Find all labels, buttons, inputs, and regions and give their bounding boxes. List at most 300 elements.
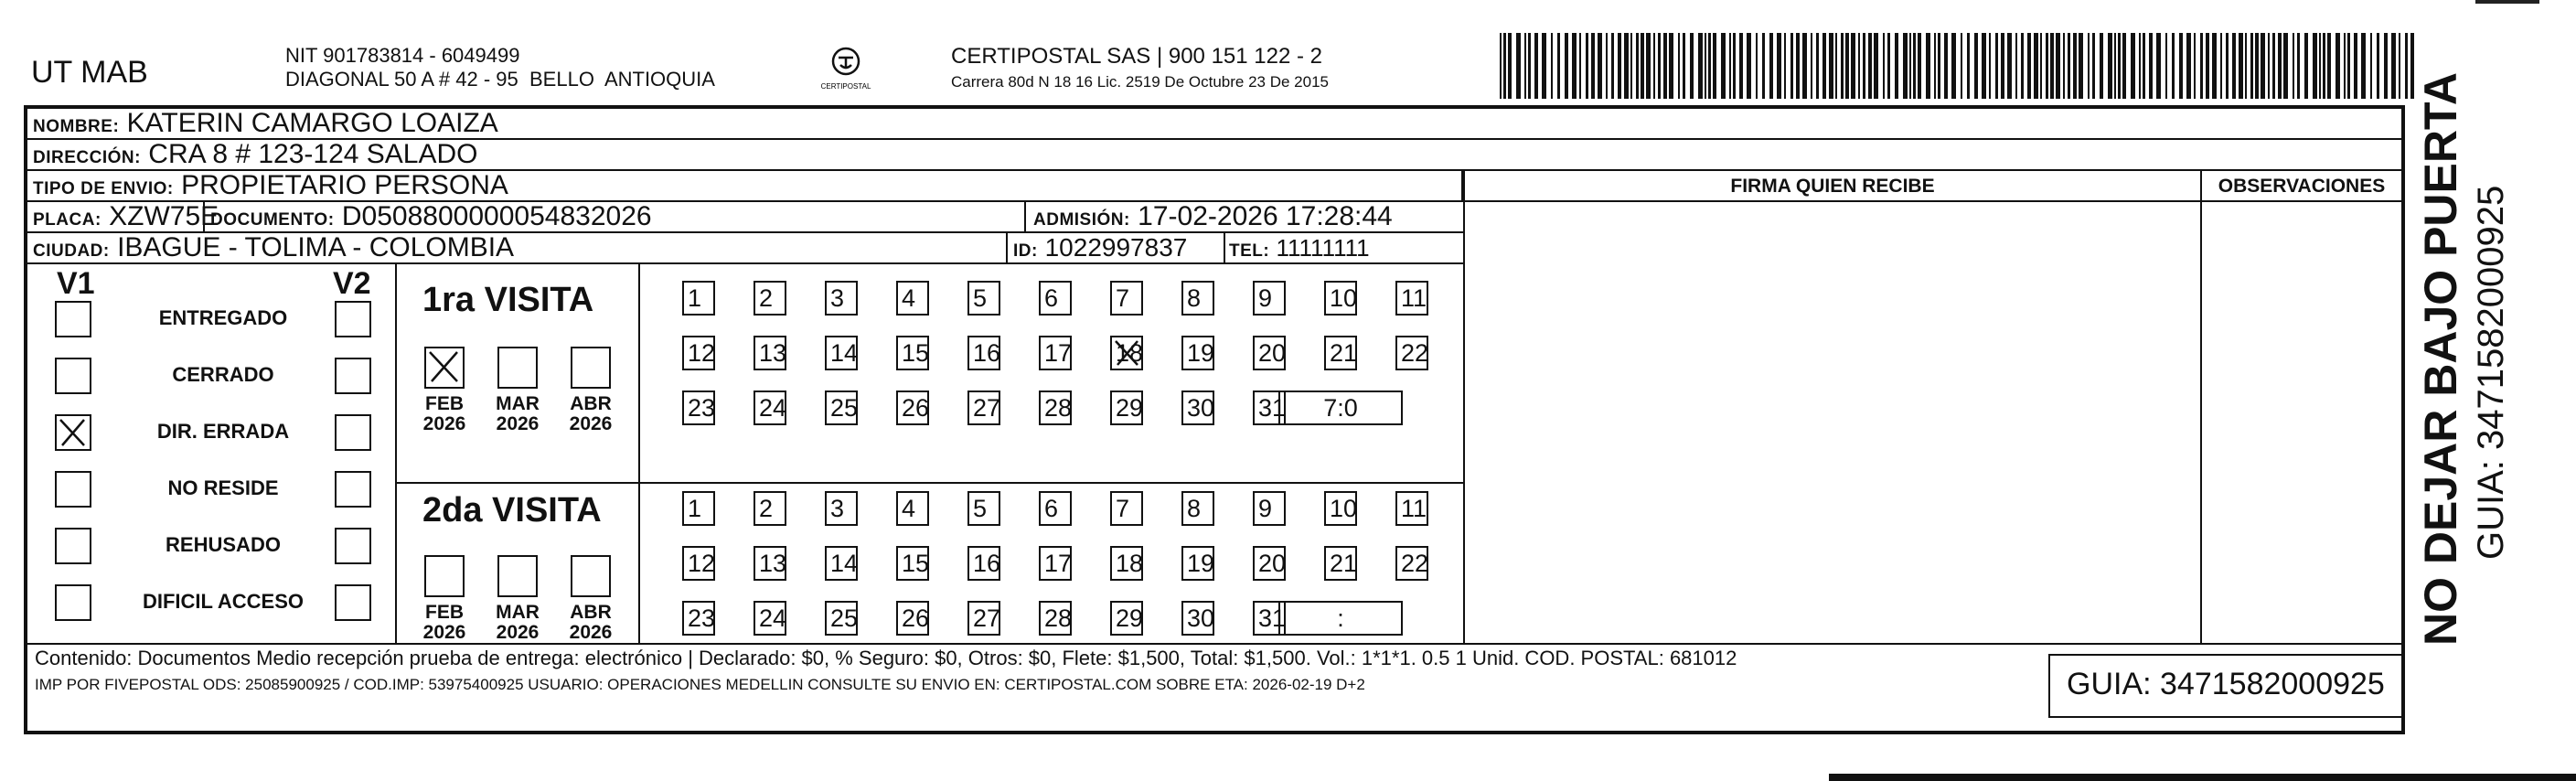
status-v1-checkbox[interactable] [55, 471, 91, 508]
day-box[interactable] [1039, 281, 1072, 316]
day-number: 24 [759, 604, 787, 632]
status-v2-checkbox[interactable] [335, 358, 371, 394]
day-number: 6 [1044, 284, 1059, 312]
barcode-bar [1887, 33, 1890, 99]
barcode-bar [1611, 33, 1614, 99]
month-checkbox[interactable] [424, 347, 465, 389]
day-number: 13 [759, 550, 787, 577]
day-box[interactable] [967, 336, 1000, 370]
barcode-bar [2100, 33, 2103, 99]
month-checkbox[interactable] [424, 555, 465, 597]
day-box[interactable] [896, 390, 929, 425]
barcode-bar [2272, 33, 2275, 99]
barcode-bar [2108, 33, 2112, 99]
status-v1-checkbox[interactable] [55, 358, 91, 394]
barcode-bar [1951, 33, 1956, 99]
month-label: MAR 2026 [496, 393, 540, 434]
barcode-bar [2118, 33, 2121, 99]
day-box[interactable] [1395, 491, 1428, 526]
barcode-bar [1934, 33, 1936, 99]
barcode-bar [2405, 33, 2408, 99]
barcode-bar [1524, 33, 1526, 99]
visit-divider [638, 264, 640, 645]
side-warning: NO DEJAR BAJO PUERTA [2415, 72, 2466, 646]
barcode-bar [2139, 33, 2141, 99]
barcode-bar [2212, 33, 2217, 99]
barcode-bar [1816, 33, 1819, 99]
day-number: 27 [973, 604, 1001, 632]
day-box[interactable] [754, 601, 786, 636]
day-box[interactable] [1181, 491, 1214, 526]
day-box[interactable] [825, 281, 858, 316]
barcode-bar [2063, 33, 2065, 99]
day-box[interactable] [754, 336, 786, 370]
placa-value: XZW75E [109, 201, 219, 231]
barcode-bar [1747, 33, 1751, 99]
footer-meta: IMP POR FIVEPOSTAL ODS: 25085900925 / COD.IMP: 53975400925 USUARIO: OPERACIONES MEDELLIN CONSULTE SU ENVIO EN: CERTIPOSTAL.COM SOBRE ETA: 2026-02-19 D+2 [35, 676, 1365, 693]
day-box[interactable] [754, 281, 786, 316]
day-box[interactable] [1039, 546, 1072, 581]
barcode-bar [2313, 33, 2317, 99]
company-info [285, 44, 715, 91]
barcode-bar [1961, 33, 1962, 99]
day-number: 4 [902, 495, 916, 522]
day-box[interactable] [967, 390, 1000, 425]
barcode-bar [2250, 33, 2253, 99]
delivery-form [24, 105, 2405, 734]
barcode-bar [1500, 33, 1502, 99]
status-v2-checkbox[interactable] [335, 471, 371, 508]
month-label: ABR 2026 [569, 393, 613, 434]
barcode-bar [2079, 33, 2083, 99]
barcode-bar [1630, 33, 1632, 99]
barcode-bar [1822, 33, 1826, 99]
time-box[interactable] [1278, 601, 1403, 636]
day-number: 1 [688, 495, 702, 522]
barcode-bar [2186, 33, 2191, 99]
status-label: DIR. ERRADA [156, 420, 290, 443]
day-number: 15 [902, 550, 930, 577]
barcode-bar [1572, 33, 1577, 99]
barcode-bar [1989, 33, 1991, 99]
status-v1-checkbox[interactable] [55, 528, 91, 564]
tel-cell [1224, 233, 1370, 264]
status-v2-checkbox[interactable] [335, 301, 371, 337]
month-checkbox[interactable] [571, 347, 611, 389]
status-v2-checkbox[interactable] [335, 584, 371, 621]
status-label: REHUSADO [166, 533, 281, 556]
tipo-label: TIPO DE ENVIO: [33, 179, 174, 198]
day-box[interactable] [1395, 336, 1428, 370]
month-checkbox[interactable] [571, 555, 611, 597]
tel-value: 11111111 [1276, 234, 1370, 262]
day-box[interactable] [754, 546, 786, 581]
id-label: ID: [1013, 241, 1038, 261]
day-box[interactable] [1110, 491, 1143, 526]
day-box[interactable] [896, 601, 929, 636]
barcode-bar [1909, 33, 1911, 99]
v2-label: V2 [333, 266, 371, 301]
cert-sub: Carrera 80d N 18 16 Lic. 2519 De Octubre 23 De 2015 [951, 73, 1329, 91]
barcode-bar [2354, 33, 2357, 99]
day-number: 14 [830, 550, 859, 577]
day-number: 3 [830, 284, 845, 312]
company-name: UT MAB [31, 55, 148, 90]
documento-label: DOCUMENTO: [210, 210, 335, 230]
time-box[interactable] [1278, 390, 1403, 425]
month-checkbox[interactable] [497, 555, 538, 597]
day-box[interactable] [1181, 336, 1214, 370]
day-box[interactable] [825, 546, 858, 581]
barcode-bar [1698, 33, 1703, 99]
day-box[interactable] [754, 390, 786, 425]
barcode-bar [1669, 33, 1673, 99]
day-box[interactable] [896, 336, 929, 370]
barcode-bar [1528, 33, 1531, 99]
barcode-bar [2268, 33, 2270, 99]
day-box[interactable] [754, 491, 786, 526]
barcode-bar [2391, 33, 2396, 99]
barcode-bar [2165, 33, 2167, 99]
month-label: FEB 2026 [422, 393, 466, 434]
barcode-bar [1874, 33, 1878, 99]
barcode-bar [1883, 33, 1885, 99]
documento-cell [203, 202, 652, 233]
day-number: 26 [902, 604, 930, 632]
day-number: 16 [973, 339, 1001, 367]
day-number: 25 [830, 394, 859, 422]
barcode-bar [2001, 33, 2004, 99]
day-number: 23 [688, 394, 716, 422]
status-v1-checkbox[interactable] [55, 414, 91, 451]
day-number: 18 [1116, 550, 1144, 577]
barcode-bar [1756, 33, 1758, 99]
day-number: 20 [1258, 550, 1287, 577]
nombre-row [27, 109, 2401, 140]
corner-mark [2475, 0, 2539, 4]
day-number: 10 [1330, 284, 1358, 312]
barcode-bar [2278, 33, 2282, 99]
day-number: 2 [759, 495, 774, 522]
ciudad-label: CIUDAD: [33, 241, 110, 261]
barcode-bar [2319, 33, 2321, 99]
barcode-bar [2131, 33, 2135, 99]
barcode-bar [2149, 33, 2153, 99]
barcode-bar [2021, 33, 2024, 99]
id-value: 1022997837 [1044, 233, 1188, 262]
day-number: 8 [1187, 284, 1202, 312]
day-number: 25 [830, 604, 859, 632]
time-value: : [1337, 604, 1344, 632]
barcode-bar [2027, 33, 2031, 99]
barcode-bar [1663, 33, 1667, 99]
day-box[interactable] [1253, 491, 1286, 526]
day-number: 11 [1401, 495, 1427, 522]
barcode-bar [1598, 33, 1602, 99]
day-box[interactable] [1181, 601, 1214, 636]
barcode-bar [1829, 33, 1833, 99]
day-box[interactable] [682, 390, 715, 425]
barcode-bar [1579, 33, 1581, 99]
day-number: 16 [973, 550, 1001, 577]
barcode-bar [1777, 33, 1781, 99]
barcode-bar [1858, 33, 1860, 99]
day-number: 19 [1187, 339, 1215, 367]
day-box[interactable] [1253, 336, 1286, 370]
barcode-bar [1591, 33, 1595, 99]
barcode-bar [2283, 33, 2288, 99]
barcode-bar [1624, 33, 1629, 99]
signature-area[interactable] [1469, 206, 2197, 641]
direccion-value: CRA 8 # 123-124 SALADO [148, 139, 478, 169]
barcode-bar [1851, 33, 1855, 99]
day-box[interactable] [1110, 336, 1143, 370]
day-box[interactable] [682, 336, 715, 370]
barcode-bar [2068, 33, 2070, 99]
day-number: 3 [830, 495, 845, 522]
day-box[interactable] [896, 281, 929, 316]
barcode-bar [2114, 33, 2116, 99]
footer-separator [27, 643, 2401, 645]
side-guia: GUIA: 3471582000925 [2471, 185, 2511, 560]
barcode-bar [1841, 33, 1844, 99]
day-number: 18 [1116, 339, 1144, 367]
day-box[interactable] [967, 491, 1000, 526]
month-label: MAR 2026 [496, 602, 540, 643]
status-label: ENTREGADO [158, 306, 288, 329]
day-box[interactable] [1253, 281, 1286, 316]
day-box[interactable] [1181, 281, 1214, 316]
barcode-bar [1565, 33, 1568, 99]
documento-value: D0508800000054832026 [341, 201, 652, 231]
day-box[interactable] [682, 546, 715, 581]
day-box[interactable] [896, 491, 929, 526]
day-number: 23 [688, 604, 716, 632]
status-label: DIFICIL ACCESO [142, 590, 304, 613]
barcode-bar [1903, 33, 1908, 99]
day-box[interactable] [1039, 491, 1072, 526]
day-number: 12 [688, 339, 716, 367]
placa-label: PLACA: [33, 210, 102, 230]
day-number: 1 [688, 284, 702, 312]
barcode-bar [2232, 33, 2236, 99]
barcode-bar [1733, 33, 1736, 99]
barcode-bar [2200, 33, 2203, 99]
day-number: 21 [1330, 550, 1358, 577]
barcode-bar [2245, 33, 2247, 99]
barcode-bar [2046, 33, 2048, 99]
barcode-bar [2293, 33, 2294, 99]
day-number: 2 [759, 284, 774, 312]
direccion-label: DIRECCIÓN: [33, 148, 141, 167]
barcode-bar [2304, 33, 2308, 99]
day-box[interactable] [967, 281, 1000, 316]
x-mark-icon [426, 348, 463, 385]
day-box[interactable] [1110, 546, 1143, 581]
barcode-bar [2327, 33, 2331, 99]
barcode-bar [2092, 33, 2095, 99]
admision-value: 17-02-2026 17:28:44 [1138, 201, 1393, 231]
barcode-bar [1606, 33, 1608, 99]
barcode-bar [1995, 33, 1998, 99]
day-box[interactable] [682, 491, 715, 526]
day-box[interactable] [825, 491, 858, 526]
day-number: 9 [1258, 495, 1273, 522]
barcode-bar [1705, 33, 1706, 99]
barcode-bar [1938, 33, 1940, 99]
barcode-bar [2034, 33, 2038, 99]
tipo-value: PROPIETARIO PERSONA [181, 170, 508, 200]
tel-label: TEL: [1229, 241, 1270, 261]
status-v2-checkbox[interactable] [335, 414, 371, 451]
day-number: 22 [1401, 339, 1429, 367]
barcode-bar [2255, 33, 2259, 99]
day-number: 6 [1044, 495, 1059, 522]
ciudad-value: IBAGUE - TOLIMA - COLOMBIA [117, 232, 515, 262]
barcode-bar [1636, 33, 1639, 99]
barcode-bar [1802, 33, 1807, 99]
admision-label: ADMISIÓN: [1033, 210, 1130, 230]
day-number: 28 [1044, 604, 1073, 632]
id-cell [1006, 233, 1187, 264]
day-number: 14 [830, 339, 859, 367]
barcode-bar [1845, 33, 1849, 99]
status-v1-checkbox[interactable] [55, 584, 91, 621]
barcode-bar [1913, 33, 1916, 99]
day-box[interactable] [967, 601, 1000, 636]
status-divider [395, 264, 397, 645]
barcode-bar [1586, 33, 1588, 99]
barcode-bar [2122, 33, 2126, 99]
day-box[interactable] [1395, 281, 1428, 316]
barcode-bar [2007, 33, 2012, 99]
day-number: 29 [1116, 604, 1144, 632]
day-box[interactable] [682, 281, 715, 316]
day-box[interactable] [1110, 281, 1143, 316]
barcode-bar [2226, 33, 2229, 99]
barcode-bar [2143, 33, 2145, 99]
barcode-bar [1895, 33, 1898, 99]
barcode-bar [2015, 33, 2017, 99]
month-label: ABR 2026 [569, 602, 613, 643]
barcode-bar [2399, 33, 2400, 99]
day-box[interactable] [1039, 601, 1072, 636]
day-box[interactable] [1039, 390, 1072, 425]
firma-header: FIRMA QUIEN RECIBE [1465, 171, 2200, 202]
barcode-bar [1762, 33, 1765, 99]
obs-divider [2200, 171, 2202, 645]
barcode-bar [2377, 33, 2379, 99]
barcode-bar [2194, 33, 2196, 99]
barcode-bar [1641, 33, 1644, 99]
day-box[interactable] [896, 546, 929, 581]
day-number: 31 [1258, 604, 1287, 632]
day-box[interactable] [967, 546, 1000, 581]
day-number: 10 [1330, 495, 1358, 522]
barcode-bar [1868, 33, 1872, 99]
barcode-bar [2220, 33, 2222, 99]
day-box[interactable] [1110, 601, 1143, 636]
barcode-bar [2088, 33, 2090, 99]
barcode-bar [1690, 33, 1694, 99]
month-checkbox[interactable] [497, 347, 538, 389]
visit2-title: 2da VISITA [422, 491, 602, 530]
day-number: 19 [1187, 550, 1215, 577]
visit-separator [395, 482, 1463, 484]
barcode-bar [1967, 33, 1970, 99]
tipo-row [27, 171, 1463, 202]
day-number: 12 [688, 550, 716, 577]
day-box[interactable] [1039, 336, 1072, 370]
certipostal-info [951, 44, 1329, 95]
day-box[interactable] [825, 601, 858, 636]
barcode-bar [1508, 33, 1512, 99]
observaciones-header: OBSERVACIONES [2202, 171, 2401, 202]
day-number: 5 [973, 284, 988, 312]
barcode-bar [2206, 33, 2209, 99]
day-number: 17 [1044, 339, 1073, 367]
day-box[interactable] [1324, 546, 1357, 581]
status-v2-checkbox[interactable] [335, 528, 371, 564]
month-label: FEB 2026 [422, 602, 466, 643]
barcode [1500, 33, 2414, 99]
barcode-bar [2344, 33, 2346, 99]
barcode-bar [2384, 33, 2388, 99]
logo-text: CERTIPOSTAL [820, 82, 871, 91]
barcode-bar [1835, 33, 1837, 99]
day-box[interactable] [825, 390, 858, 425]
barcode-bar [1653, 33, 1655, 99]
day-box[interactable] [1395, 546, 1428, 581]
address-line: DIAGONAL 50 A # 42 - 95 BELLO ANTIOQUIA [285, 68, 715, 91]
observations-area[interactable] [2206, 206, 2398, 641]
day-box[interactable] [825, 336, 858, 370]
day-number: 30 [1187, 394, 1215, 422]
barcode-bar [1557, 33, 1560, 99]
barcode-bar [1708, 33, 1711, 99]
day-number: 7 [1116, 284, 1130, 312]
barcode-bar [2297, 33, 2300, 99]
barcode-bar [1678, 33, 1680, 99]
barcode-bar [2056, 33, 2060, 99]
barcode-bar [2172, 33, 2175, 99]
day-box[interactable] [1253, 546, 1286, 581]
barcode-bar [2239, 33, 2243, 99]
certipostal-logo-icon [818, 41, 873, 96]
day-box[interactable] [1181, 390, 1214, 425]
day-box[interactable] [1110, 390, 1143, 425]
day-box[interactable] [682, 601, 715, 636]
barcode-bar [2370, 33, 2372, 99]
day-number: 11 [1401, 284, 1427, 312]
day-box[interactable] [1324, 491, 1357, 526]
barcode-bar [1739, 33, 1743, 99]
day-box[interactable] [1324, 281, 1357, 316]
barcode-bar [1534, 33, 1538, 99]
status-v1-checkbox[interactable] [55, 301, 91, 337]
day-number: 27 [973, 394, 1001, 422]
day-number: 21 [1330, 339, 1358, 367]
day-box[interactable] [1181, 546, 1214, 581]
barcode-bar [1926, 33, 1930, 99]
nit-line: NIT 901783814 - 6049499 [285, 44, 520, 67]
status-label: CERRADO [172, 363, 274, 386]
x-mark-icon [57, 416, 90, 449]
day-box[interactable] [1324, 336, 1357, 370]
barcode-bar [1982, 33, 1986, 99]
bottom-bar [1829, 774, 2576, 781]
barcode-bar [1790, 33, 1793, 99]
